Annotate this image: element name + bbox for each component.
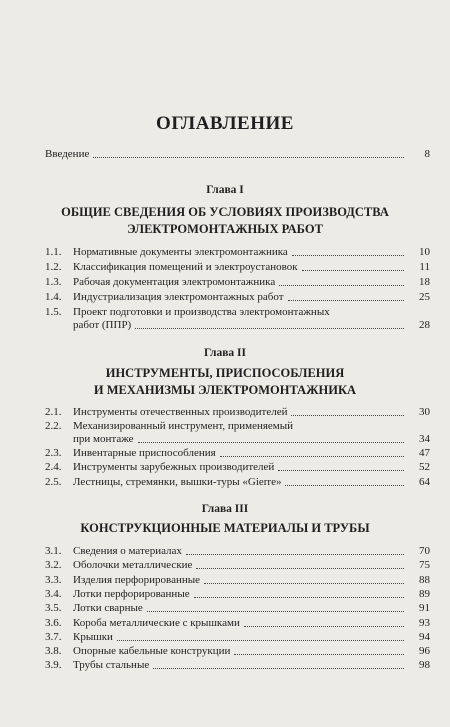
entry-text: Рабочая документация электромонтажника — [73, 276, 276, 288]
leader-dots — [147, 611, 404, 612]
entry-text: Лотки перфорированные — [73, 588, 190, 600]
entry-number: 2.3. — [45, 447, 62, 459]
toc-entry-first-line — [45, 420, 293, 432]
chapter-heading-line1: КОНСТРУКЦИОННЫЕ МАТЕРИАЛЫ И ТРУБЫ — [80, 521, 370, 535]
toc-entry[interactable] — [45, 545, 430, 558]
toc-entry[interactable] — [45, 559, 430, 572]
toc-entry[interactable] — [73, 433, 430, 446]
entry-number: 1.4. — [45, 291, 62, 303]
toc-entry[interactable] — [45, 588, 430, 601]
toc-entry[interactable] — [45, 631, 430, 644]
entry-number: 3.3. — [45, 574, 62, 586]
entry-text: Сведения о материалах — [73, 545, 182, 557]
toc-entry[interactable] — [45, 574, 430, 587]
leader-dots — [153, 668, 404, 669]
leader-dots — [138, 442, 404, 443]
toc-entry-intro[interactable] — [45, 148, 430, 161]
toc-entry[interactable] — [45, 261, 430, 274]
entry-page: 89 — [419, 588, 430, 600]
leader-dots — [117, 640, 404, 641]
toc-entry[interactable] — [45, 291, 430, 304]
entry-page: 88 — [419, 574, 430, 586]
entry-text: Лотки сварные — [73, 602, 143, 614]
toc-entry[interactable] — [73, 319, 430, 332]
entry-page: 64 — [419, 476, 430, 488]
leader-dots — [291, 415, 404, 416]
chapter-label: Глава II — [203, 347, 246, 359]
entry-number: 3.8. — [45, 645, 62, 657]
leader-dots — [292, 255, 404, 256]
entry-number: 1.2. — [45, 261, 62, 273]
entry-text: Опорные кабельные конструкции — [73, 645, 231, 657]
chapter-heading-line2: И МЕХАНИЗМЫ ЭЛЕКТРОМОНТАЖНИКА — [93, 383, 357, 397]
entry-page: 91 — [419, 602, 430, 614]
toc-entry[interactable] — [45, 447, 430, 460]
entry-text: Трубы стальные — [73, 659, 150, 671]
leader-dots — [93, 157, 404, 158]
entry-page: 34 — [419, 433, 430, 445]
leader-dots — [285, 485, 404, 486]
entry-number: 2.4. — [45, 461, 62, 473]
entry-page: 94 — [419, 631, 430, 643]
entry-page: 70 — [419, 545, 430, 557]
chapter-heading-line1: ИНСТРУМЕНТЫ, ПРИСПОСОБЛЕНИЯ — [105, 366, 345, 380]
entry-text-continued: работ (ППР) — [73, 319, 132, 331]
entry-number: 3.4. — [45, 588, 62, 600]
entry-page: 98 — [419, 659, 430, 671]
toc-entry[interactable] — [45, 645, 430, 658]
toc-entry[interactable] — [45, 246, 430, 259]
entry-page: 93 — [419, 617, 430, 629]
leader-dots — [220, 456, 404, 457]
chapter-label: Глава I — [206, 184, 244, 196]
entry-text: Нормативные документы электромонтажника — [73, 246, 288, 258]
entry-page: 96 — [419, 645, 430, 657]
leader-dots — [204, 583, 404, 584]
entry-page: 25 — [419, 291, 430, 303]
entry-page: 8 — [424, 148, 430, 160]
leader-dots — [234, 654, 404, 655]
entry-text: Введение — [45, 148, 90, 160]
entry-text: Инструменты отечественных производителей — [73, 406, 288, 418]
entry-number: 1.1. — [45, 246, 62, 258]
leader-dots — [302, 270, 404, 271]
entry-number: 3.6. — [45, 617, 62, 629]
entry-number: 1.3. — [45, 276, 62, 288]
entry-text-continued: при монтаже — [73, 433, 134, 445]
toc-entry[interactable] — [45, 276, 430, 289]
entry-page: 30 — [419, 406, 430, 418]
entry-page: 52 — [419, 461, 430, 473]
chapter-label: Глава III — [201, 503, 249, 515]
entry-number: 2.1. — [45, 406, 62, 418]
entry-page: 28 — [419, 319, 430, 331]
toc-entry[interactable] — [45, 659, 430, 672]
leader-dots — [186, 554, 404, 555]
entry-number: 2.5. — [45, 476, 62, 488]
toc-entry-first-line — [45, 306, 330, 318]
entry-number: 3.7. — [45, 631, 62, 643]
toc-title: ОГЛАВЛЕНИЕ — [156, 113, 294, 134]
entry-page: 18 — [419, 276, 430, 288]
entry-text: Классификация помещений и электроустановок — [73, 261, 298, 273]
leader-dots — [288, 300, 404, 301]
toc-entry[interactable] — [45, 476, 430, 489]
leader-dots — [196, 568, 404, 569]
entry-text: Механизированный инструмент, применяемый — [73, 420, 294, 432]
toc-entry[interactable] — [45, 406, 430, 419]
entry-page: 75 — [419, 559, 430, 571]
toc-entry[interactable] — [45, 617, 430, 630]
entry-text: Индустриализация электромонтажных работ — [73, 291, 284, 303]
entry-number: 2.2. — [45, 420, 62, 432]
entry-text: Инструменты зарубежных производителей — [73, 461, 275, 473]
entry-number: 3.1. — [45, 545, 62, 557]
entry-text: Короба металлические с крышками — [73, 617, 240, 629]
leader-dots — [279, 285, 404, 286]
leader-dots — [135, 328, 404, 329]
entry-text: Оболочки металлические — [73, 559, 193, 571]
entry-text: Крышки — [73, 631, 113, 643]
entry-page: 10 — [419, 246, 430, 258]
entry-number: 1.5. — [45, 306, 62, 318]
entry-page: 47 — [419, 447, 430, 459]
entry-number: 3.2. — [45, 559, 62, 571]
toc-entry[interactable] — [45, 602, 430, 615]
entry-text: Инвентарные приспособления — [73, 447, 216, 459]
chapter-heading-line1: ОБЩИЕ СВЕДЕНИЯ ОБ УСЛОВИЯХ ПРОИЗВОДСТВА — [61, 205, 389, 219]
chapter-heading-line2: ЭЛЕКТРОМОНТАЖНЫХ РАБОТ — [127, 222, 323, 236]
entry-text: Лестницы, стремянки, вышки-туры «Gierre» — [73, 476, 282, 488]
entry-number: 3.9. — [45, 659, 62, 671]
leader-dots — [244, 626, 404, 627]
toc-entry[interactable] — [45, 461, 430, 474]
leader-dots — [194, 597, 404, 598]
leader-dots — [278, 470, 404, 471]
entry-text: Изделия перфорированные — [73, 574, 201, 586]
entry-page: 11 — [419, 261, 430, 273]
entry-text: Проект подготовки и производства электромонтажных — [73, 306, 330, 318]
entry-number: 3.5. — [45, 602, 62, 614]
